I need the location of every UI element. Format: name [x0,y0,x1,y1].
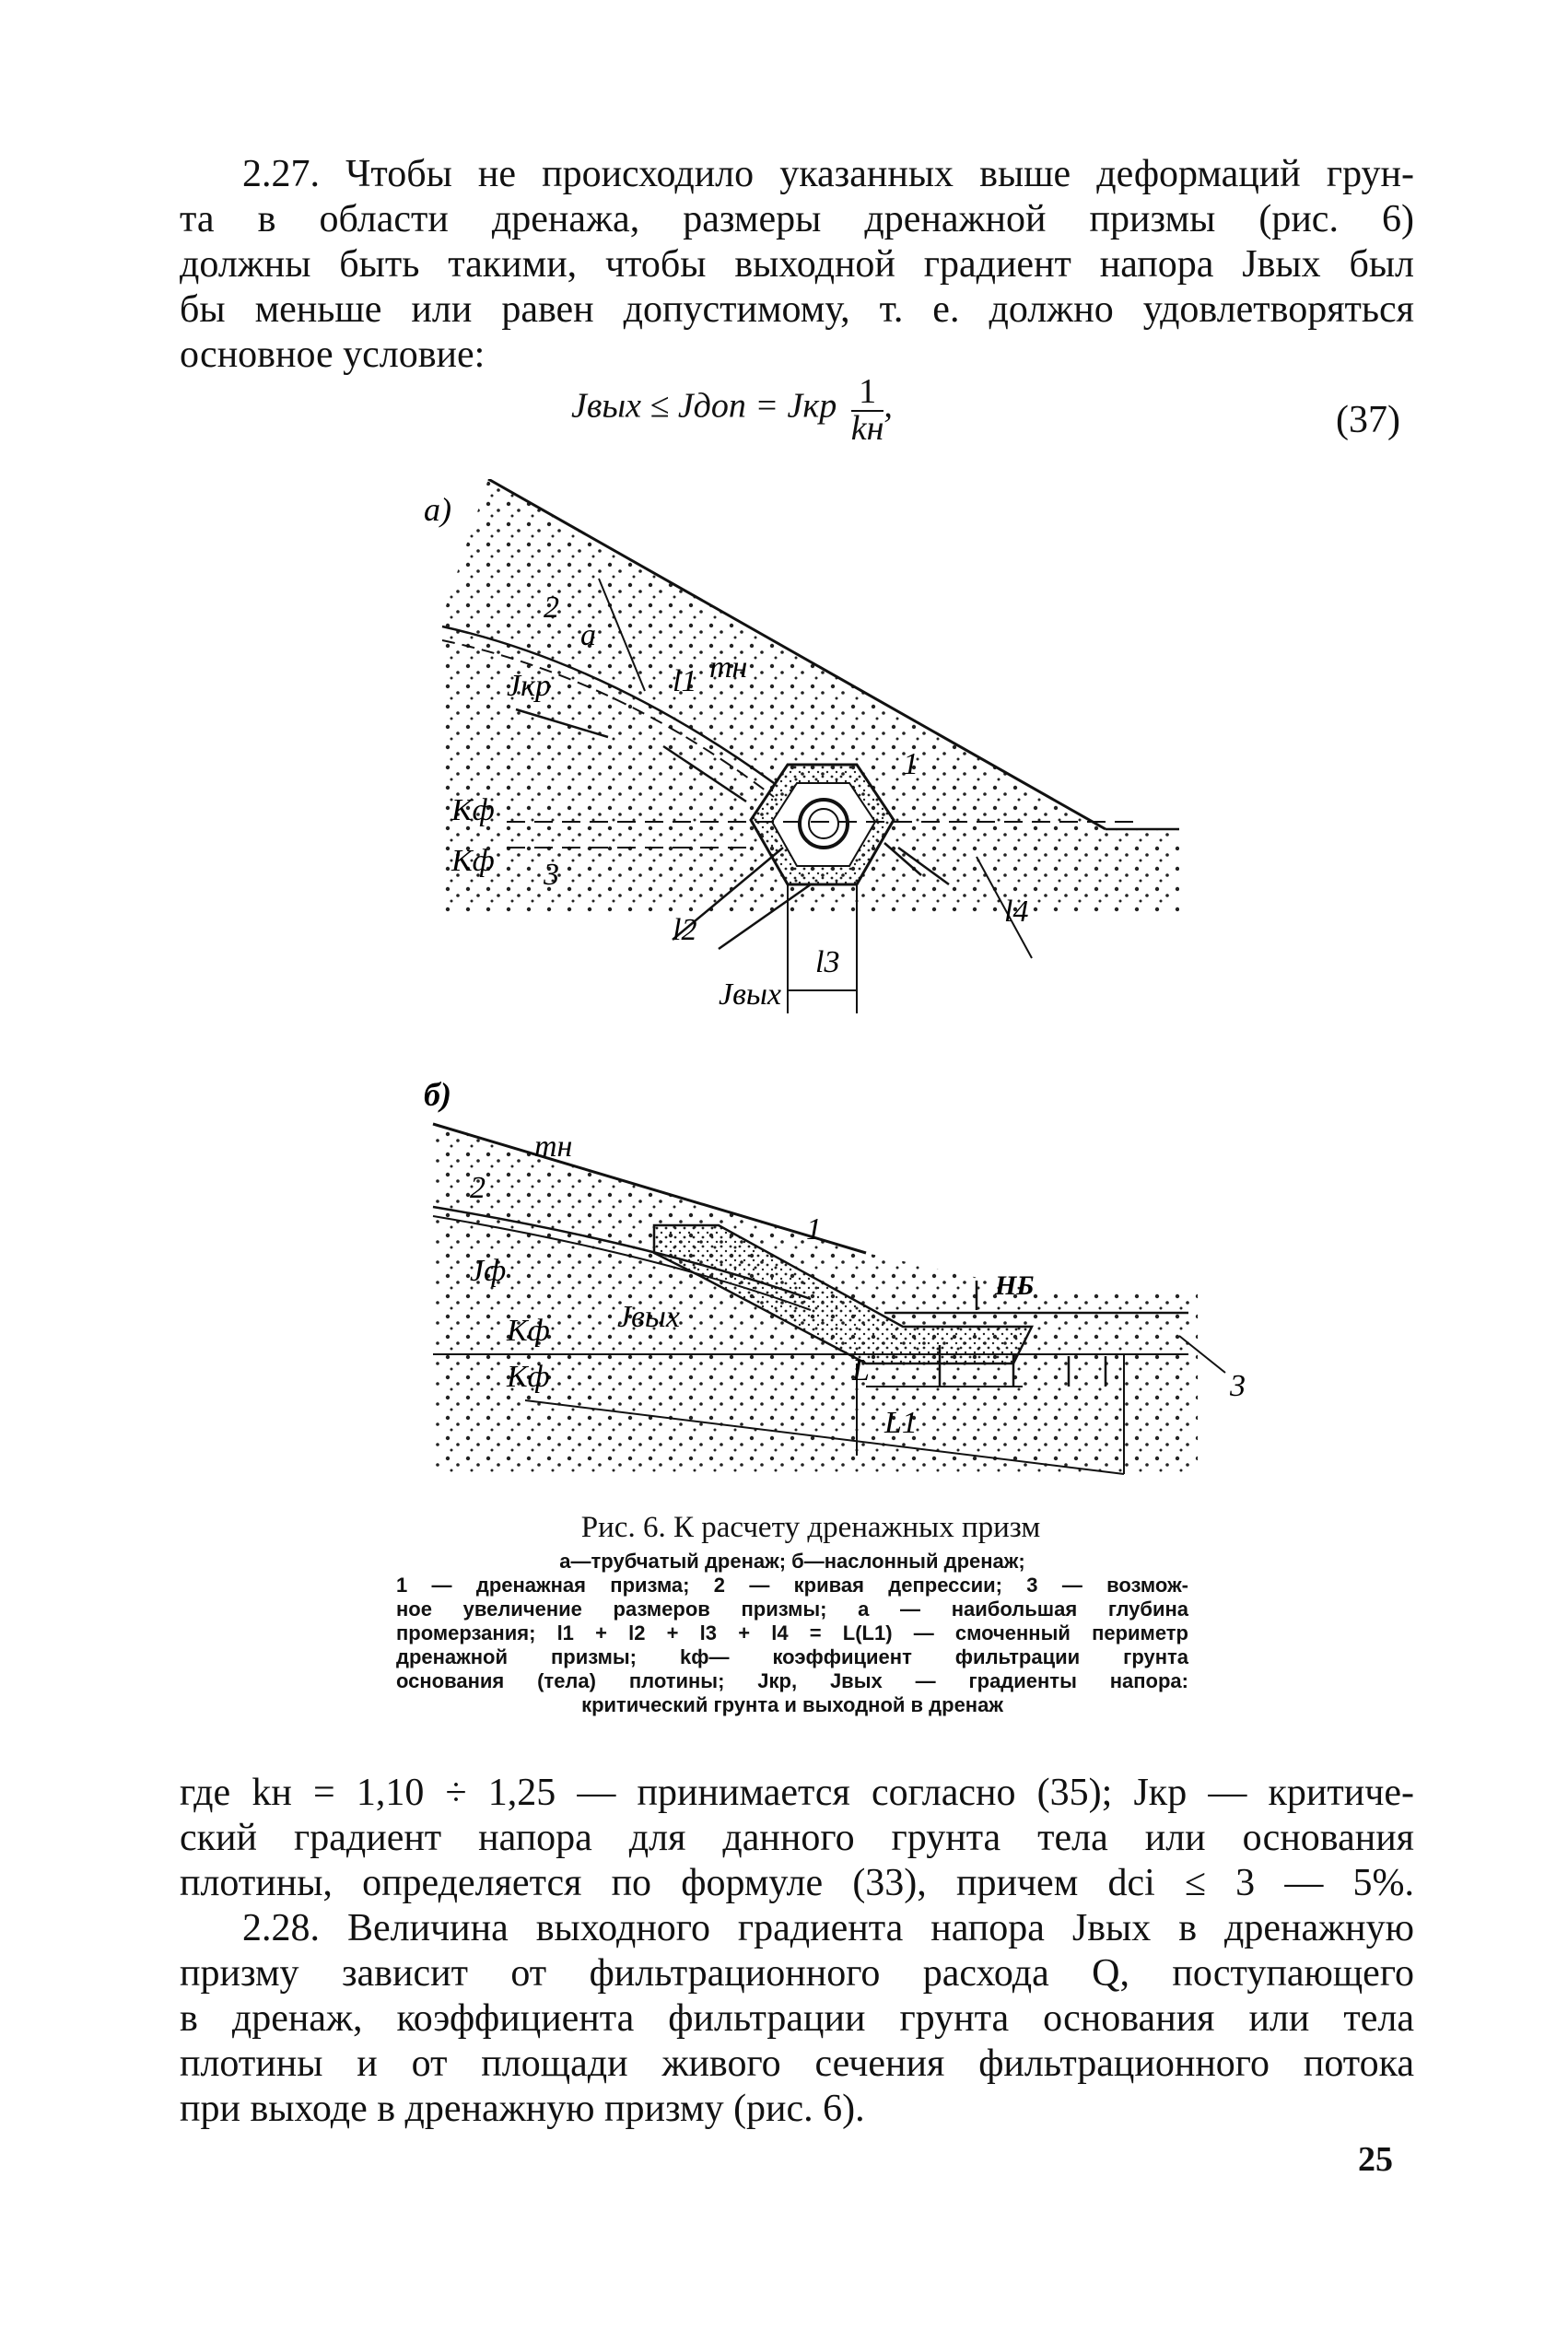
label-2: 2 [470,1171,486,1205]
label-jf: Jф [470,1254,507,1288]
text-line: основное условие: [180,334,486,376]
figure-6b-layered-drain [424,1069,1271,1492]
caption-line: ное увеличение размеров призмы; а — наибольшая глубина [396,1598,1188,1621]
formula-37: Jвых ≤ Jдоп = Jкр $\frac{1}{kн}$ , [571,372,893,448]
text-line: плотины и от площади живого сечения фильтрационного потока [180,2042,1414,2085]
paragraph-2-27 [180,152,1414,378]
label-l3: l3 [815,945,840,979]
fraction-numerator: 1 [851,373,884,412]
label-2: 2 [544,591,559,625]
text-line: призму зависит от фильтрационного расхода Q, поступающего [180,1952,1414,1995]
label-l1: l1 [673,664,697,698]
fraction-denominator: kн [850,409,884,448]
text-line: ский градиент напора для данного грунта тела или основания [180,1817,1414,1859]
text-line: бы меньше или равен допустимому, т. е. должно удовлетворяться [180,288,1414,331]
text-line: плотины, определяется по формуле (33), причем dсі ≤ 3 — 5%. [180,1862,1414,1904]
text-line: 2.28. Величина выходного градиента напора Jвых в дренажную [242,1907,1414,1949]
label-l4: l4 [1004,895,1029,929]
caption-line: основания (тела) плотины; Jкр, Jвых — градиенты напора: [396,1669,1188,1692]
text-line: должны быть такими, чтобы выходной градиент напора Jвых был [180,243,1414,286]
paragraph-2-28 [180,1771,1414,2132]
caption-line: промерзания; l1 + l2 + l3 + l4 = L(L1) — смоченный периметр [396,1621,1188,1644]
figure-label-b: б) [424,1076,451,1113]
text-line: при выходе в дренажную призму (рис. 6). [180,2088,865,2130]
caption-line: дренажной призмы; kф— коэффициент фильтрации грунта [396,1645,1188,1668]
label-kf: Kф [507,1314,550,1348]
label-l2: l2 [673,913,697,947]
figure-label-a: а) [424,491,451,528]
page-number: 25 [1358,2140,1393,2179]
label-kf-2: Kф [451,844,495,878]
label-jkr: Jкр [507,669,551,703]
text-line: 2.27. Чтобы не происходило указанных выше деформаций грун- [242,153,1414,195]
label-l: L [852,1353,870,1387]
label-kf: Kф [451,793,495,827]
label-nb: НБ [995,1270,1035,1301]
text-line: в дренаж, коэффициента фильтрации грунта основания или тела [180,1997,1414,2040]
label-mn: mн [534,1129,573,1164]
caption-line: 1 — дренажная призма; 2 — кривая депрессии; 3 — возмож- [396,1574,1188,1597]
formula-lhs: Jвых ≤ Jдоп = Jкр [571,386,837,426]
label-3: 3 [1230,1369,1246,1403]
label-mn: mн [709,650,748,685]
label-jvyx: Jвых [719,977,781,1012]
label-l1: L1 [884,1406,918,1440]
label-1: 1 [903,747,919,781]
label-jvyx: Jвых [617,1300,680,1334]
caption-line: а—трубчатый дренаж; б—наслонный дренаж; [559,1550,1025,1573]
label-1: 1 [806,1212,822,1246]
caption-line: критический грунта и выходной в дренаж [581,1693,1003,1716]
label-3: 3 [544,858,559,892]
equation-number: (37) [1336,399,1400,441]
formula-fraction [850,372,884,448]
label-kf-2: Kф [507,1360,550,1394]
figure-caption [396,1550,1188,1717]
text-line: та в области дренажа, размеры дренажной призмы (рис. 6) [180,198,1414,240]
figure-6a-tubular-drain [424,479,1235,1032]
label-a: a [580,618,596,652]
figure-caption-title: Рис. 6. К расчету дренажных призм [580,1511,1041,1544]
text-line: где kн = 1,10 ÷ 1,25 — принимается согласно (35); Jкр — критиче- [180,1772,1414,1814]
